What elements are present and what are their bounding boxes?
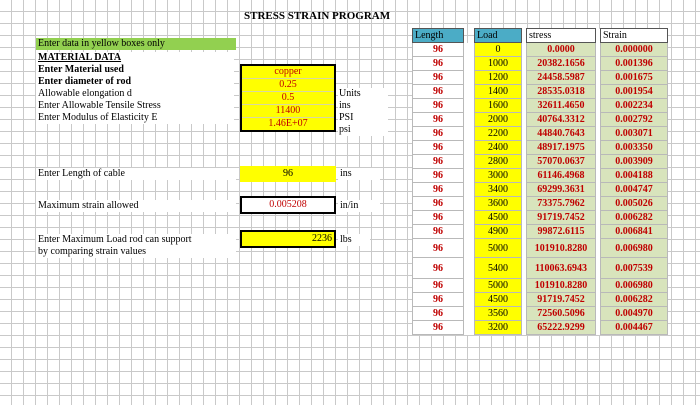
strain-cell: 0.001954 xyxy=(601,85,668,99)
load-cell[interactable]: 1200 xyxy=(475,71,522,85)
load-cell[interactable]: 1400 xyxy=(475,85,522,99)
table-row xyxy=(413,155,668,169)
length-cell: 96 xyxy=(413,127,464,141)
stress-strain-table xyxy=(412,28,668,335)
material-input-box xyxy=(240,64,336,132)
table-row xyxy=(413,258,668,279)
length-cell: 96 xyxy=(413,307,464,321)
stress-cell: 101910.8280 xyxy=(527,239,596,258)
stress-cell: 72560.5096 xyxy=(527,307,596,321)
material-input[interactable]: copper xyxy=(242,66,334,79)
table-row xyxy=(413,141,668,155)
load-cell[interactable]: 0 xyxy=(475,43,522,57)
table-row xyxy=(413,279,668,293)
table-row xyxy=(413,169,668,183)
unit-units: Units xyxy=(339,88,361,99)
instruction-note: Enter data in yellow boxes only xyxy=(36,38,236,50)
cable-length-unit: ins xyxy=(338,168,380,180)
strain-cell: 0.003071 xyxy=(601,127,668,141)
stress-cell: 40764.3312 xyxy=(527,113,596,127)
material-label: Enter Material used xyxy=(38,64,124,75)
sheet-title: STRESS STRAIN PROGRAM xyxy=(244,10,391,22)
strain-cell: 0.000000 xyxy=(601,43,668,57)
modulus-label: Enter Modulus of Elasticity E xyxy=(38,112,158,123)
table-row xyxy=(413,57,668,71)
length-cell: 96 xyxy=(413,293,464,307)
load-cell[interactable]: 3400 xyxy=(475,183,522,197)
table-row xyxy=(413,43,668,57)
strain-header: Strain xyxy=(601,29,668,43)
load-cell[interactable]: 5400 xyxy=(475,258,522,279)
length-cell: 96 xyxy=(413,211,464,225)
strain-cell: 0.002792 xyxy=(601,113,668,127)
tensile-stress-label: Enter Allowable Tensile Stress xyxy=(38,100,161,111)
length-cell: 96 xyxy=(413,183,464,197)
elongation-input[interactable]: 0.5 xyxy=(242,92,334,105)
length-cell: 96 xyxy=(413,141,464,155)
strain-cell: 0.003350 xyxy=(601,141,668,155)
stress-cell: 69299.3631 xyxy=(527,183,596,197)
strain-cell: 0.001675 xyxy=(601,71,668,85)
strain-cell: 0.006980 xyxy=(601,239,668,258)
unit-psi-caps: PSI xyxy=(339,112,354,123)
length-cell: 96 xyxy=(413,225,464,239)
strain-cell: 0.006282 xyxy=(601,211,668,225)
load-header: Load xyxy=(475,29,522,43)
strain-cell: 0.007539 xyxy=(601,258,668,279)
length-cell: 96 xyxy=(413,99,464,113)
stress-cell: 44840.7643 xyxy=(527,127,596,141)
table-row xyxy=(413,99,668,113)
length-cell: 96 xyxy=(413,321,464,335)
table-body xyxy=(413,43,668,335)
length-cell: 96 xyxy=(413,57,464,71)
stress-cell: 73375.7962 xyxy=(527,197,596,211)
load-cell[interactable]: 1000 xyxy=(475,57,522,71)
length-cell: 96 xyxy=(413,279,464,293)
max-load-label: Enter Maximum Load rod can support xyxy=(36,234,236,246)
length-cell: 96 xyxy=(413,43,464,57)
elongation-label: Allowable elongation d xyxy=(38,88,132,99)
max-strain-unit: in/in xyxy=(338,200,380,212)
tensile-stress-input[interactable]: 11400 xyxy=(242,105,334,118)
table-row xyxy=(413,127,668,141)
length-header: Length xyxy=(413,29,464,43)
table-row xyxy=(413,321,668,335)
stress-cell: 91719.7452 xyxy=(527,293,596,307)
length-cell: 96 xyxy=(413,197,464,211)
modulus-input[interactable]: 1.46E+07 xyxy=(268,118,308,129)
load-cell[interactable]: 5000 xyxy=(475,279,522,293)
stress-cell: 110063.6943 xyxy=(527,258,596,279)
table-row xyxy=(413,239,668,258)
stress-cell: 0.0000 xyxy=(527,43,596,57)
stress-cell: 65222.9299 xyxy=(527,321,596,335)
stress-cell: 61146.4968 xyxy=(527,169,596,183)
length-cell: 96 xyxy=(413,155,464,169)
material-heading: MATERIAL DATA xyxy=(38,52,122,63)
max-load-input[interactable]: 2236 xyxy=(240,230,336,248)
length-cell: 96 xyxy=(413,239,464,258)
load-cell[interactable]: 3200 xyxy=(475,321,522,335)
table-row xyxy=(413,197,668,211)
load-cell[interactable]: 2400 xyxy=(475,141,522,155)
stress-cell: 28535.0318 xyxy=(527,85,596,99)
table-row xyxy=(413,293,668,307)
stress-header: stress xyxy=(527,29,596,43)
load-cell[interactable]: 3560 xyxy=(475,307,522,321)
table-row xyxy=(413,211,668,225)
max-load-unit: lbs xyxy=(338,234,370,246)
strain-cell: 0.001396 xyxy=(601,57,668,71)
table-row xyxy=(413,307,668,321)
diameter-label: Enter diameter of rod xyxy=(38,76,132,87)
material-labels xyxy=(36,52,234,124)
length-cell: 96 xyxy=(413,258,464,279)
cable-length-label: Enter Length of cable xyxy=(36,168,236,180)
stress-cell: 24458.5987 xyxy=(527,71,596,85)
load-cell[interactable]: 3000 xyxy=(475,169,522,183)
length-cell: 96 xyxy=(413,169,464,183)
strain-cell: 0.006282 xyxy=(601,293,668,307)
table-row xyxy=(413,71,668,85)
stress-cell: 20382.1656 xyxy=(527,57,596,71)
load-cell[interactable]: 3600 xyxy=(475,197,522,211)
diameter-input[interactable]: 0.25 xyxy=(242,79,334,92)
stress-cell: 91719.7452 xyxy=(527,211,596,225)
strain-cell: 0.004970 xyxy=(601,307,668,321)
stress-cell: 48917.1975 xyxy=(527,141,596,155)
table-row xyxy=(413,113,668,127)
strain-cell: 0.004188 xyxy=(601,169,668,183)
load-cell[interactable]: 4500 xyxy=(475,293,522,307)
load-cell[interactable]: 1600 xyxy=(475,99,522,113)
unit-psi: psi xyxy=(339,124,351,135)
table-row xyxy=(413,183,668,197)
max-strain-value: 0.005208 xyxy=(240,196,336,214)
strain-cell: 0.004747 xyxy=(601,183,668,197)
load-cell[interactable]: 2800 xyxy=(475,155,522,169)
strain-cell: 0.006841 xyxy=(601,225,668,239)
length-cell: 96 xyxy=(413,71,464,85)
stress-cell: 99872.6115 xyxy=(527,225,596,239)
load-cell[interactable]: 2200 xyxy=(475,127,522,141)
table-row xyxy=(413,225,668,239)
stress-cell: 57070.0637 xyxy=(527,155,596,169)
strain-cell: 0.003909 xyxy=(601,155,668,169)
load-cell[interactable]: 4500 xyxy=(475,211,522,225)
strain-cell: 0.006980 xyxy=(601,279,668,293)
cable-length-input[interactable]: 96 xyxy=(240,166,336,182)
stress-cell: 101910.8280 xyxy=(527,279,596,293)
unit-labels xyxy=(338,88,388,136)
max-load-sublabel: by comparing strain values xyxy=(36,246,236,258)
load-cell[interactable]: 2000 xyxy=(475,113,522,127)
max-strain-label: Maximum strain allowed xyxy=(36,200,236,212)
length-cell: 96 xyxy=(413,113,464,127)
load-cell[interactable]: 4900 xyxy=(475,225,522,239)
table-row xyxy=(413,85,668,99)
strain-cell: 0.005026 xyxy=(601,197,668,211)
unit-ins: ins xyxy=(339,100,351,111)
strain-cell: 0.004467 xyxy=(601,321,668,335)
strain-cell: 0.002234 xyxy=(601,99,668,113)
load-cell[interactable]: 5000 xyxy=(475,239,522,258)
length-cell: 96 xyxy=(413,85,464,99)
stress-cell: 32611.4650 xyxy=(527,99,596,113)
